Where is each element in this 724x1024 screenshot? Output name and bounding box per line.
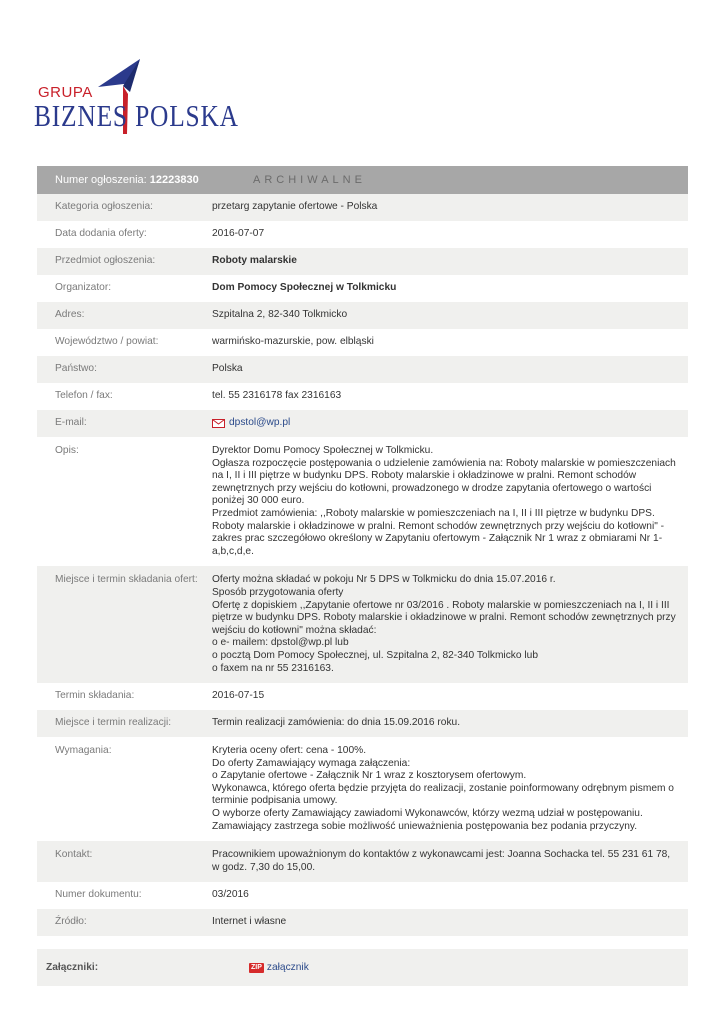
row-opis [37,437,688,566]
row-value: warmińsko-mazurskie, pow. elbląski [212,336,374,347]
text-line: o pocztą Dom Pomocy Społecznej, ul. Szpitalna 2, 82-340 Tolkmicko lub [212,649,538,661]
text-line: Przedmiot zamówienia: ,,Roboty malarskie w pomieszczeniach na I, II i III piętrze w budynku DPS. Roboty malarskie i okładzinowe w pralni. Remont schodów zewnętrznych przy wejściu do kotłowni" - zakres prac szczegółowo określony w Zapytaniu ofertowym - Załącznik Nr 1 wraz z obmiarami Nr 1- a,b,c,d,e. [212,507,665,557]
attachments-row [37,949,688,986]
row-value: 2016-07-15 [212,690,265,702]
row-label: Źródło: [55,916,87,928]
row-label: Wymagania: [55,745,112,757]
row-zrodlo [37,909,688,936]
row-telefon [37,383,688,410]
email-link[interactable] [212,417,290,430]
row-termin-skladania [37,683,688,710]
text-line: Kryteria oceny ofert: cena - 100%. [212,745,367,757]
attachment-link-text[interactable]: załącznik [266,962,309,974]
listing-number-value: 12223830 [149,174,199,186]
text-line: Ofertę z dopiskiem ,,Zapytanie ofertowe nr 03/2016 . Roboty malarskie w pomieszczeniach na I, II i III piętrze w budynku DPS. Roboty malarskie i okładzinowe w pralni. Remont schodów zewnętrznych przy wejściu do kotłowni" można składać: [212,599,676,636]
text-line: Sposób przygotowania oferty [212,586,344,598]
row-label: Państwo: [55,363,97,374]
row-label: Termin składania: [55,690,135,702]
row-label: Województwo / powiat: [55,336,159,347]
row-value: tel. 55 2316178 fax 2316163 [212,390,342,401]
row-label: Organizator: [55,282,112,293]
row-panstwo [37,356,688,383]
text-line: Ogłasza rozpoczęcie postępowania o udzielenie zamówienia na: Roboty malarskie w pomieszczeniach na I, II i III piętrze w budynku DPS. Roboty malarskie i okładzinowe w pralni. Remont schodów zewnętrznych przy wejściu do kotłowni, prowadzonego w drodze zapytania ofertowego o wartości poniżej 30 000 euro. [212,457,676,507]
zip-file-icon: ZIP [251,963,262,971]
row-value: 03/2016 [212,889,249,901]
logo-text-grupa: GRUPA [38,84,93,101]
text-line: Wykonawca, którego oferta będzie przyjęta do realizacji, zostanie poinformowany odrębnym pismem o terminie podpisania umowy. [212,782,674,807]
text-line: o Zapytanie ofertowe - Załącznik Nr 1 wraz z kosztorysem ofertowym. [212,770,527,782]
logo[interactable] [34,54,239,144]
row-value [201,566,688,683]
row-label: Data dodania oferty: [55,228,147,239]
row-label: Kontakt: [55,849,93,861]
text-line: Dyrektor Domu Pomocy Społecznej w Tolkmicku. [212,445,434,456]
row-adres [37,302,688,329]
row-value: Polska [212,363,243,374]
row-value: Roboty malarskie [212,255,297,266]
row-kategoria [37,194,688,221]
row-value: Pracownikiem upoważnionym do kontaktów z wykonawcami jest: Joanna Sochacka tel. 55 231 61 78, w godz. 7,30 do 15,00. [212,849,671,873]
row-realizacja [37,710,688,737]
row-label: Opis: [55,445,79,456]
text-line: o e- mailem: dpstol@wp.pl lub [212,637,349,649]
text-line: Do oferty Zamawiający wymaga załączenia: [212,757,411,769]
row-wojewodztwo [37,329,688,356]
row-value: przetarg zapytanie ofertowe - Polska [212,201,378,212]
row-organizator [37,275,688,302]
row-value: Termin realizacji zamówienia: do dnia 15.09.2016 roku. [212,717,461,729]
row-wymagania [37,737,688,841]
row-value [201,437,688,566]
row-data-dodania [37,221,688,248]
text-line: O wyborze oferty Zamawiający zawiadomi Wykonawców, którzy wezmą udział w postępowaniu. [212,808,643,820]
row-value: Internet i własne [212,916,287,928]
row-label: Kategoria ogłoszenia: [55,201,153,212]
email-address[interactable]: dpstol@wp.pl [229,417,291,428]
text-line: Zamawiający zastrzega sobie możliwość unieważnienia postępowania bez podania przyczyny. [212,820,638,832]
text-line: o faxem na nr 55 2316163. [212,662,334,674]
row-label: Telefon / fax: [55,390,113,401]
listing-header [37,166,688,194]
listing-number [37,174,235,186]
row-email [37,410,688,437]
row-value: 2016-07-07 [212,228,265,239]
row-label: E-mail: [55,417,87,428]
text-line: Oferty można składać w pokoju Nr 5 DPS w Tolkmicku do dnia 15.07.2016 r. [212,574,556,586]
archive-status: ARCHIWALNE [253,174,366,186]
listing-number-label: Numer ogłoszenia: [55,174,147,186]
row-label: Miejsce i termin składania ofert: [55,574,198,586]
row-label: Numer dokumentu: [55,889,142,901]
listing-table [37,166,688,986]
attachments-label: Załączniki: [46,962,99,974]
attachment-link[interactable] [249,962,309,973]
row-value: Szpitalna 2, 82-340 Tolkmicko [212,309,348,320]
envelope-icon [212,419,225,428]
row-value: Dom Pomocy Społecznej w Tolkmicku [212,282,397,293]
logo-text-biznes-polska: BIZNES POLSKA [34,98,239,133]
row-label: Miejsce i termin realizacji: [55,717,172,729]
row-value [201,737,688,841]
row-kontakt [37,841,688,882]
row-numer-dokumentu [37,882,688,909]
row-label: Przedmiot ogłoszenia: [55,255,156,266]
row-miejsce-skladania [37,566,688,683]
row-przedmiot [37,248,688,275]
row-label: Adres: [55,309,85,320]
